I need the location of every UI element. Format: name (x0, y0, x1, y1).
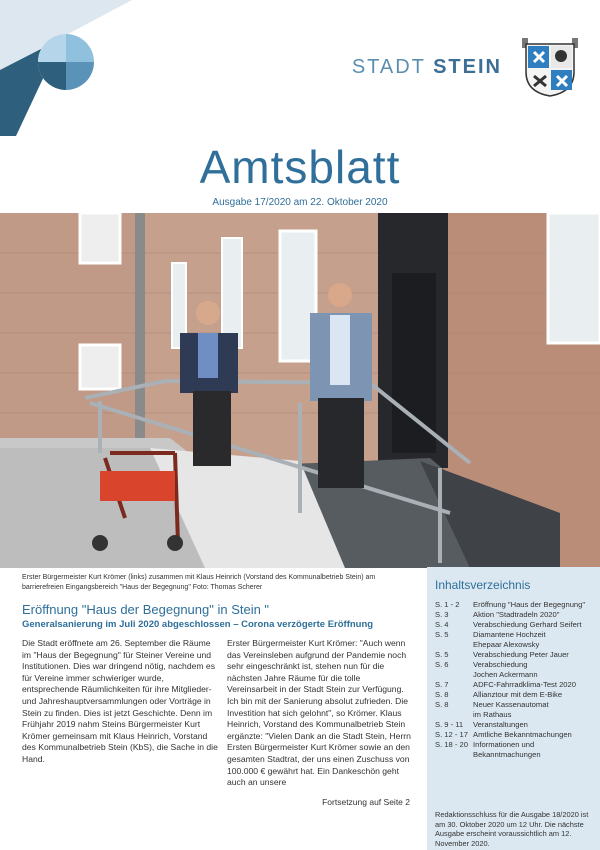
corner-logo-graphic (0, 0, 160, 150)
toc-page-number: S. 9 - 11 (435, 720, 464, 729)
toc-list (435, 600, 597, 760)
toc-item-title: im Rathaus (473, 710, 512, 719)
toc-page-number: S. 4 (435, 620, 449, 629)
toc-item[interactable] (435, 610, 597, 620)
toc-item[interactable] (435, 600, 597, 610)
toc-item-title: Bekanntmachungen (473, 750, 541, 759)
toc-item-title: Veranstaltungen (473, 720, 528, 729)
toc-page-number: S. 7 (435, 680, 449, 689)
toc-item-title: Ehepaar Alexowsky (473, 640, 540, 649)
issue-date: Ausgabe 17/2020 am 22. Oktober 2020 (212, 197, 388, 208)
toc-item[interactable] (435, 740, 597, 750)
article-subhead: Generalsanierung im Juli 2020 abgeschlossen – Corona verzögerte Eröffnung (22, 619, 374, 630)
toc-item-title: Amtliche Bekanntmachungen (473, 730, 572, 739)
toc-item-title: Verabschiedung (473, 660, 528, 669)
toc-page-number: S. 3 (435, 610, 449, 619)
city-wordmark (352, 56, 502, 79)
toc-item-title: Eröffnung "Haus der Begegnung" (473, 600, 586, 609)
toc-page-number: S. 5 (435, 650, 449, 659)
toc-item[interactable] (435, 700, 597, 710)
toc-item-title: Diamantene Hochzeit (473, 630, 546, 639)
toc-item-title: ADFC-Fahrradklima-Test 2020 (473, 680, 576, 689)
toc-page-number: S. 8 (435, 690, 449, 699)
toc-item-title: Jochen Ackermann (473, 670, 538, 679)
toc-item-title: Neuer Kassenautomat (473, 700, 549, 709)
coat-of-arms-icon (520, 36, 580, 98)
toc-item[interactable] (435, 660, 597, 670)
toc-item[interactable] (435, 630, 597, 640)
toc-item[interactable] (435, 720, 597, 730)
table-of-contents-box (427, 567, 600, 850)
toc-item-title: Verabschiedung Gerhard Seifert (473, 620, 582, 629)
toc-item[interactable] (435, 670, 597, 680)
toc-item[interactable] (435, 620, 597, 630)
photo-caption: Erster Bürgermeister Kurt Krömer (links) zusammen mit Klaus Heinrich (Vorstand des Kommunalbetrieb Stein) am barrierefreien Eingangsbereich "Haus der Begegnung" Foto: Thomas Scherer (22, 574, 376, 591)
cover-photo (0, 213, 600, 568)
toc-item[interactable] (435, 730, 597, 740)
toc-item[interactable] (435, 690, 597, 700)
toc-item[interactable] (435, 710, 597, 720)
toc-page-number (435, 670, 473, 680)
toc-item[interactable] (435, 750, 597, 760)
toc-page-number: S. 18 - 20 (435, 740, 468, 749)
article-headline: Eröffnung "Haus der Begegnung" in Stein " (22, 602, 270, 617)
toc-page-number: S. 12 - 17 (435, 730, 468, 739)
toc-item-title: Allianztour mit dem E-Bike (473, 690, 563, 699)
masthead-title: Amtsblatt (199, 141, 401, 193)
article-column-1: Die Stadt eröffnete am 26. September die Räume im "Haus der Begegnung" für Steiner Vereine und Institutionen. Dies war dringend nötig, nachdem es für Vereine immer schwieriger wurde, entsprechende Räumlichkeiten für ihre Mitglieder- und Jahreshauptversammlungen oder Vorträge in Stein zu finden. Dies ist jetzt Geschichte. Denn im Frühjahr 2019 nahm Steins Bürgermeister Kurt Krömer gemeinsam mit Klaus Heinrich, Vorstand des Kommunalbetrieb Stein (KbS), die Sache in die Hand. (22, 638, 218, 764)
toc-title: Inhaltsverzeichnis (435, 578, 531, 592)
toc-item[interactable] (435, 650, 597, 660)
toc-page-number: S. 5 (435, 630, 449, 639)
deadline-note: Redaktionsschluss für die Ausgabe 18/2020 ist am 30. Oktober 2020 um 12 Uhr. Die nächste Ausgabe erscheint voraussichtlich am 12. November 2020. (435, 810, 589, 848)
toc-page-number (435, 640, 473, 650)
city-label: STADT (351, 56, 426, 78)
toc-page-number: S. 1 - 2 (435, 600, 460, 609)
toc-item-title: Aktion "Stadtradeln 2020" (473, 610, 560, 619)
article-column-2: Erster Bürgermeister Kurt Krömer: "Auch wenn das Vereinsleben aufgrund der Pandemie noch sehr eingeschränkt ist, stehen nun für die nächsten Jahre Räume für die tolle Vereinsarbeit in der Stadt Stein zur Verfügung. Ich bin mit der Sanierung absolut zufrieden. Die Investition hat sich gelohnt", so Krömer. Klaus Heinrich, Vorstand des Kommunalbetrieb Stein ergänzte: "Vielen Dank an die Stadt Stein, Herrn Ersten Bürgermeister Kurt Krömer sowie an den gesamten Stadtrat, der uns einen Zuschuss von 100.000 € gewährt hat. Ein Dankeschön geht auch an unsere (227, 638, 411, 788)
toc-page-number (435, 710, 473, 720)
continued-note: Fortsetzung auf Seite 2 (322, 797, 410, 807)
toc-page-number: S. 8 (435, 700, 449, 709)
toc-item[interactable] (435, 680, 597, 690)
city-name: STEIN (433, 56, 502, 78)
toc-item-title: Informationen und (473, 740, 535, 749)
toc-item[interactable] (435, 640, 597, 650)
toc-page-number: S. 6 (435, 660, 449, 669)
toc-item-title: Verabschiedung Peter Jauer (473, 650, 569, 659)
toc-page-number (435, 750, 473, 760)
